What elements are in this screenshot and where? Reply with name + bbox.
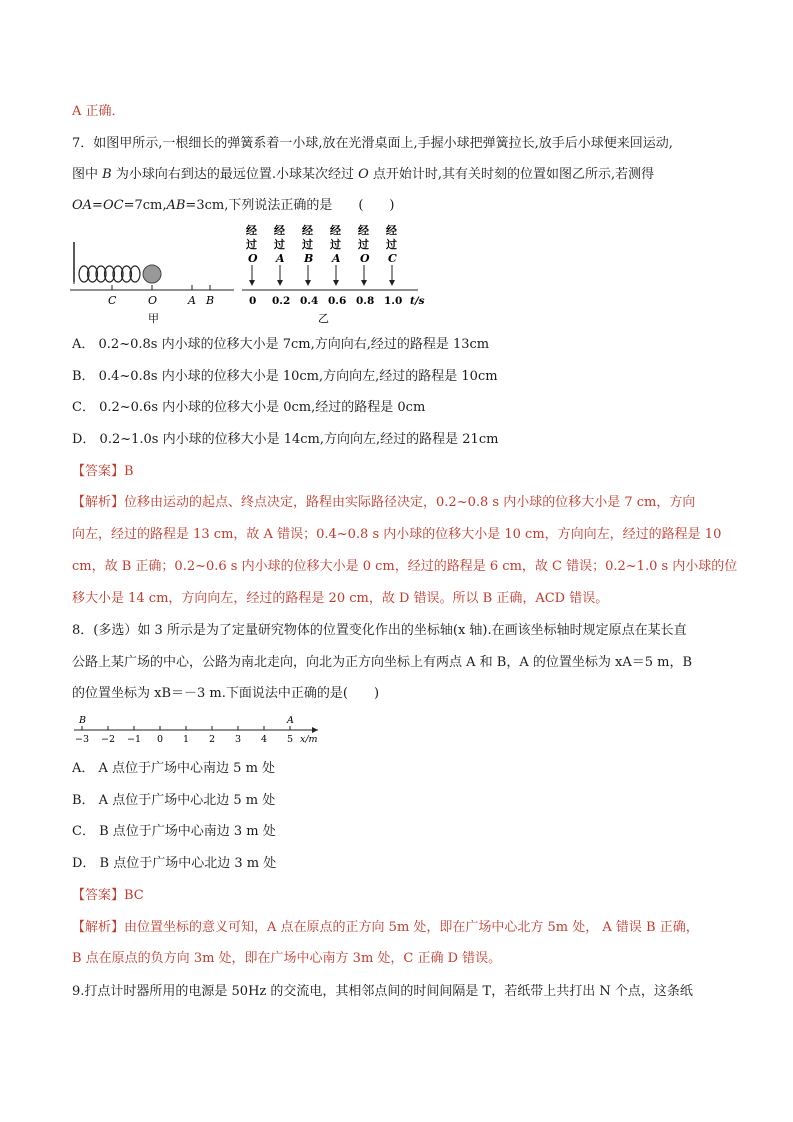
q8-option-B: B． A 点位于广场中心北边 5 m 处 [72, 793, 276, 808]
label-C: C [108, 294, 117, 307]
caption-jia: 甲 [148, 312, 159, 325]
arrow-head-icon [305, 280, 311, 286]
q7-option-D: D． 0.2~1.0s 内小球的位移大小是 14cm,方向向左,经过的路程是 21cm [72, 432, 499, 447]
question-7-line-1: 7．如图甲所示,一根细长的弹簧系着一小球,放在光滑桌面上,手握小球把弹簧拉长,放手后小球便来回运动, [72, 136, 673, 151]
event-jing: 经 [302, 224, 313, 237]
q7-option-B: B． 0.4~0.8s 内小球的位移大小是 10cm,方向向左,经过的路程是 10cm [72, 369, 498, 384]
answer-8: 【答案】BC [72, 888, 144, 903]
event-guo: 过 [302, 238, 313, 251]
event-time: 0.8 [356, 295, 375, 307]
axis-tick-label: 4 [261, 734, 268, 745]
arrow-head-icon [277, 280, 283, 286]
event-point: O [360, 252, 370, 265]
event-time: 0.6 [328, 295, 347, 307]
event-guo: 过 [274, 238, 285, 251]
question-8-line-1: 8．(多选）如 3 所示是为了定量研究物体的位置变化作出的坐标轴(x 轴).在画该坐标轴时规定原点在某长直 [72, 623, 687, 638]
figure-7-jia [70, 242, 234, 325]
explanation-8-line-2: B 点在原点的负方向 3m 处，即在广场中心南方 3m 处，C 正确 D 错误。 [72, 951, 502, 966]
axis-tick-label: −1 [127, 734, 142, 745]
q7-option-A: A． 0.2~0.8s 内小球的位移大小是 7cm,方向向右,经过的路程是 13cm [72, 337, 490, 352]
event-guo: 过 [358, 238, 369, 251]
axis-arrow-icon [312, 727, 318, 733]
q8-option-C: C． B 点位于广场中心南边 3 m 处 [72, 824, 276, 839]
arrow-head-icon [333, 280, 339, 286]
q8-option-A: A． A 点位于广场中心南边 5 m 处 [72, 761, 276, 776]
label-O: O [148, 294, 158, 307]
event-point: C [388, 252, 397, 265]
axis-tick-label: 0 [157, 734, 164, 745]
answer-7: 【答案】B [72, 464, 134, 479]
figure-8-axis [70, 712, 340, 752]
axis-tick-label: 2 [209, 734, 216, 745]
event-jing: 经 [358, 224, 369, 237]
explanation-7-line-3: cm，故 B 正确；0.2~0.6 s 内小球的位移大小是 0 cm，经过的路程是 6 cm，故 C 错误；0.2~1.0 s 内小球的位 [72, 559, 738, 574]
event-guo: 过 [386, 238, 397, 251]
figure-7 [60, 222, 425, 326]
axis-tick-label: 5 [287, 734, 294, 745]
event-time: 0.4 [300, 295, 319, 307]
event-jing: 经 [246, 224, 257, 237]
event-point: O [248, 252, 258, 265]
explanation-7-line-1: 【解析】位移由运动的起点、终点决定，路程由实际路径决定，0.2~0.8 s 内小球的位移大小是 7 cm，方向 [72, 495, 696, 510]
question-9-line-1: 9.打点计时器所用的电源是 50Hz 的交流电，其相邻点间的时间间隔是 T，若纸带上共打出 N 个点，这条纸 [72, 984, 693, 999]
arrow-head-icon [389, 280, 395, 286]
explanation-7-line-2: 向左，经过的路程是 13 cm，故 A 错误；0.4~0.8 s 内小球的位移大小是 10 cm，方向向左，经过的路程是 10 [72, 527, 722, 542]
axis-tick-label: 3 [235, 734, 242, 745]
axis-unit: x/m [300, 734, 318, 745]
event-time: 0 [249, 295, 257, 307]
event-jing: 经 [386, 224, 397, 237]
explanation-7-line-4: 移大小是 14 cm，方向向左，经过的路程是 20 cm，故 D 错误。所以 B 正确，ACD 错误。 [72, 591, 609, 606]
event-point: B [304, 252, 314, 265]
arrow-head-icon [361, 280, 367, 286]
event-point: A [332, 252, 341, 265]
arrow-head-icon [249, 280, 255, 286]
question-8-line-3: 的位置坐标为 xB＝－3 m.下面说法中正确的是( ) [72, 686, 380, 701]
event-point: A [276, 252, 285, 265]
axis-tick-label: −3 [75, 734, 90, 745]
point-A-label: A [287, 715, 294, 726]
question-7-line-3: OA=OC=7cm,AB=3cm,下列说法正确的是 ( ) [72, 198, 395, 213]
figure-7-yi [242, 223, 425, 325]
label-B: B [206, 294, 215, 307]
q7-option-C: C． 0.2~0.6s 内小球的位移大小是 0cm,经过的路程是 0cm [72, 400, 426, 415]
axis-tick-label: −2 [101, 734, 116, 745]
event-jing: 经 [274, 224, 285, 237]
event-time: 0.2 [272, 295, 291, 307]
event-time: 1.0 [384, 295, 403, 307]
time-unit: t/s [410, 295, 425, 307]
l0: A 正确． [72, 104, 125, 119]
question-7-line-2: 图中 B 为小球向右到达的最远位置.小球某次经过 O 点开始计时,其有关时刻的位置如图乙所示,若测得 [72, 167, 655, 182]
caption-yi: 乙 [318, 312, 329, 325]
axis-tick-label: 1 [183, 734, 190, 745]
ball-icon [143, 265, 161, 283]
q8-option-D: D． B 点位于广场中心北边 3 m 处 [72, 856, 277, 871]
label-A: A [188, 294, 196, 307]
explanation-8-line-1: 【解析】由位置坐标的意义可知，A 点在原点的正方向 5m 处，即在广场中心北方 5m 处， A 错误 B 正确， [72, 920, 699, 935]
point-B-label: B [79, 715, 86, 726]
event-guo: 过 [330, 238, 341, 251]
event-jing: 经 [330, 224, 341, 237]
event-guo: 过 [246, 238, 257, 251]
question-8-line-2: 公路上某广场的中心，公路为南北走向，向北为正方向坐标上有两点 A 和 B，A 的位置坐标为 xA＝5 m，B [72, 655, 692, 670]
